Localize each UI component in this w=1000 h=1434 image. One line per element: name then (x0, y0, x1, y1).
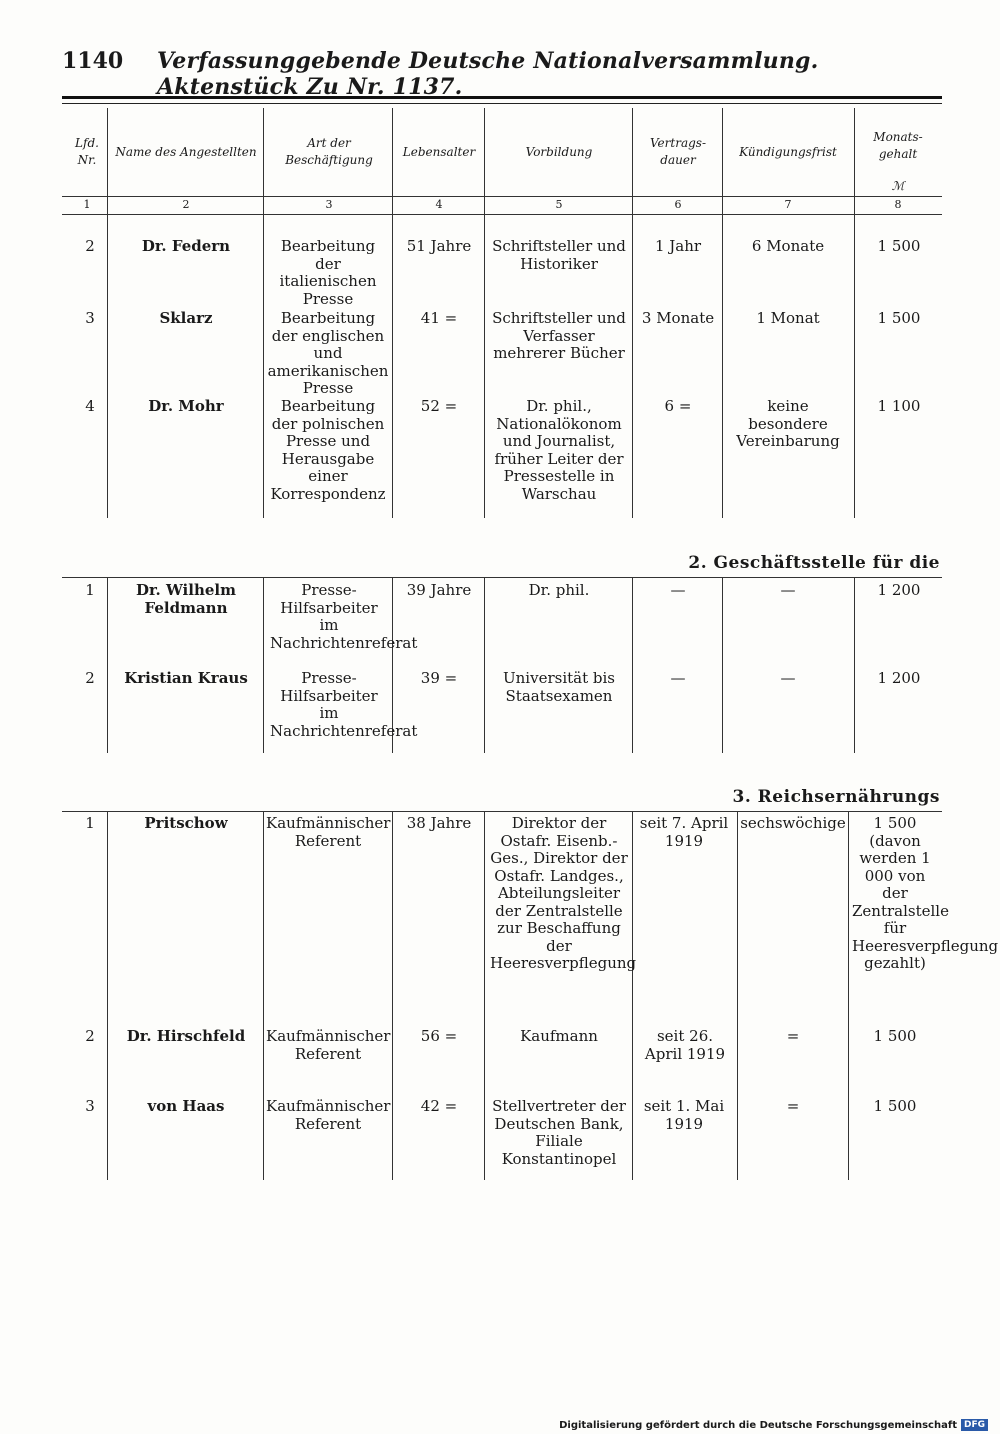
row-vorbildung: Schriftsteller und Verfasser mehrerer Bücher (492, 309, 626, 362)
row-vorbildung: Kaufmann (520, 1027, 598, 1045)
column-divider (854, 578, 855, 753)
column-header-lebensalter: Lebensalter (402, 144, 476, 159)
row-alter: 51 Jahre (406, 237, 472, 255)
row-dauer: 6 = (664, 397, 692, 415)
row-nr: 3 (85, 309, 95, 327)
column-header-lfd-nr: Lfd. Nr. (75, 136, 99, 167)
column-number-5: 5 (555, 198, 563, 211)
page-title: Verfassunggebende Deutsche Nationalversammlung. Aktenstück Zu Nr. 1137. (157, 48, 819, 100)
section-title: 2. Geschäftsstelle für die (688, 553, 940, 573)
row-name: Dr. Hirschfeld (126, 1027, 246, 1045)
row-alter: 41 = (420, 309, 458, 327)
row-vorbildung: Universität bis Staatsexamen (503, 669, 615, 705)
row-gehalt: 1 100 (877, 397, 921, 415)
row-vorbildung: Dr. phil. (528, 581, 590, 599)
column-divider (107, 812, 108, 1180)
row-gehalt: 1 200 (877, 669, 921, 687)
section-rule (62, 577, 942, 578)
row-art: Kaufmännischer Referent (266, 814, 391, 850)
column-number-2: 2 (182, 198, 190, 211)
section-rule (62, 811, 942, 812)
column-header-unit: ℳ (891, 178, 905, 193)
row-name: Kristian Kraus (124, 669, 248, 687)
row-art: Presse-Hilfsarbeiter im Nachrichtenreferat (270, 669, 418, 740)
row-art: Kaufmännischer Referent (266, 1027, 391, 1063)
row-art: Bearbeitung der englischen und amerikanischen Presse (267, 309, 389, 397)
page-number: 1140 (62, 48, 124, 74)
column-number-8: 8 (894, 198, 902, 211)
row-gehalt: 1 500 (877, 309, 921, 327)
page-header (62, 48, 942, 100)
row-frist: keine besondere Vereinbarung (736, 397, 840, 450)
column-number-4: 4 (435, 198, 443, 211)
row-frist: 6 Monate (751, 237, 825, 255)
row-art: Kaufmännischer Referent (266, 1097, 391, 1133)
row-frist: sechswöchige (740, 814, 846, 832)
row-name: von Haas (147, 1097, 225, 1115)
row-gehalt: 1 500 (877, 237, 921, 255)
row-dauer: — (670, 581, 686, 599)
column-divider (484, 578, 485, 753)
row-nr: 4 (85, 397, 95, 415)
row-name: Pritschow (144, 814, 228, 832)
row-name: Sklarz (159, 309, 213, 327)
row-art: Bearbeitung der italienischen Presse (279, 237, 377, 308)
column-number-7: 7 (784, 198, 792, 211)
row-art: Presse-Hilfsarbeiter im Nachrichtenreferat (270, 581, 418, 652)
row-gehalt: 1 500 (davon werden 1 000 von der Zentralstelle für Heeresverpflegung gezahlt) (852, 814, 999, 972)
row-name: Dr. Federn (141, 237, 231, 255)
column-header-vorbildung: Vorbildung (525, 144, 593, 159)
column-divider (632, 108, 633, 518)
column-divider (107, 578, 108, 753)
row-alter: 38 Jahre (406, 814, 472, 832)
column-divider (484, 108, 485, 518)
row-frist: = (786, 1027, 800, 1045)
row-name: Dr. Wilhelm Feldmann (136, 581, 236, 617)
header-rule-thin (62, 103, 942, 104)
row-nr: 1 (85, 581, 95, 599)
row-vorbildung: Direktor der Ostafr. Eisenb.-Ges., Direktor der Ostafr. Landges., Abteilungsleiter der Zentralstelle zur Beschaffung der Heeresverpflegung (490, 814, 637, 972)
footer-text: Digitalisierung gefördert durch die Deutsche Forschungsgemeinschaft (559, 1419, 957, 1431)
colnum-rule-top (62, 196, 942, 197)
column-divider (632, 812, 633, 1180)
row-frist: = (786, 1097, 800, 1115)
column-header-kuendigungsfrist: Kündigungsfrist (739, 144, 837, 159)
row-name: Dr. Mohr (148, 397, 224, 415)
row-alter: 39 = (420, 669, 458, 687)
row-frist: — (780, 669, 796, 687)
row-alter: 56 = (420, 1027, 458, 1045)
row-vorbildung: Stellvertreter der Deutschen Bank, Filiale Konstantinopel (492, 1097, 626, 1168)
column-header-monatsgehalt: Monats- gehalt (873, 130, 923, 161)
row-alter: 42 = (420, 1097, 458, 1115)
column-divider (392, 108, 393, 518)
row-dauer: 1 Jahr (654, 237, 702, 255)
column-number-6: 6 (674, 198, 682, 211)
row-nr: 1 (85, 814, 95, 832)
row-nr: 3 (85, 1097, 95, 1115)
row-frist: 1 Monat (756, 309, 820, 327)
column-header-art: Art der Beschäftigung (285, 136, 373, 167)
row-dauer: 3 Monate (641, 309, 715, 327)
row-nr: 2 (85, 237, 95, 255)
column-divider (722, 578, 723, 753)
row-alter: 52 = (420, 397, 458, 415)
row-vorbildung: Schriftsteller und Historiker (492, 237, 626, 273)
column-divider (263, 812, 264, 1180)
column-divider (392, 812, 393, 1180)
column-header-name: Name des Angestellten (115, 144, 257, 159)
colnum-rule-bottom (62, 214, 942, 215)
column-divider (854, 108, 855, 518)
header-rule (62, 96, 942, 99)
section-title: 3. Reichsernährungs (732, 787, 940, 807)
row-dauer: — (670, 669, 686, 687)
digitization-footer (559, 1419, 988, 1431)
row-frist: — (780, 581, 796, 599)
row-gehalt: 1 500 (873, 1027, 917, 1045)
column-divider (632, 578, 633, 753)
column-divider (737, 812, 738, 1180)
column-number-1: 1 (83, 198, 91, 211)
row-dauer: seit 7. April 1919 (639, 814, 729, 850)
row-gehalt: 1 500 (873, 1097, 917, 1115)
column-number-3: 3 (325, 198, 333, 211)
row-dauer: seit 26. April 1919 (644, 1027, 726, 1063)
row-nr: 2 (85, 669, 95, 687)
column-header-vertragsdauer: Vertrags- dauer (649, 136, 706, 167)
row-gehalt: 1 200 (877, 581, 921, 599)
row-vorbildung: Dr. phil., Nationalökonom und Journalist, früher Leiter der Pressestelle in Warschau (494, 397, 624, 503)
column-divider (848, 812, 849, 1180)
column-divider (263, 578, 264, 753)
column-divider (484, 812, 485, 1180)
column-divider (263, 108, 264, 518)
row-art: Bearbeitung der polnischen Presse und Herausgabe einer Korrespondenz (270, 397, 386, 503)
column-divider (722, 108, 723, 518)
row-alter: 39 Jahre (406, 581, 472, 599)
row-nr: 2 (85, 1027, 95, 1045)
dfg-logo: DFG (961, 1419, 988, 1431)
row-dauer: seit 1. Mai 1919 (643, 1097, 725, 1133)
